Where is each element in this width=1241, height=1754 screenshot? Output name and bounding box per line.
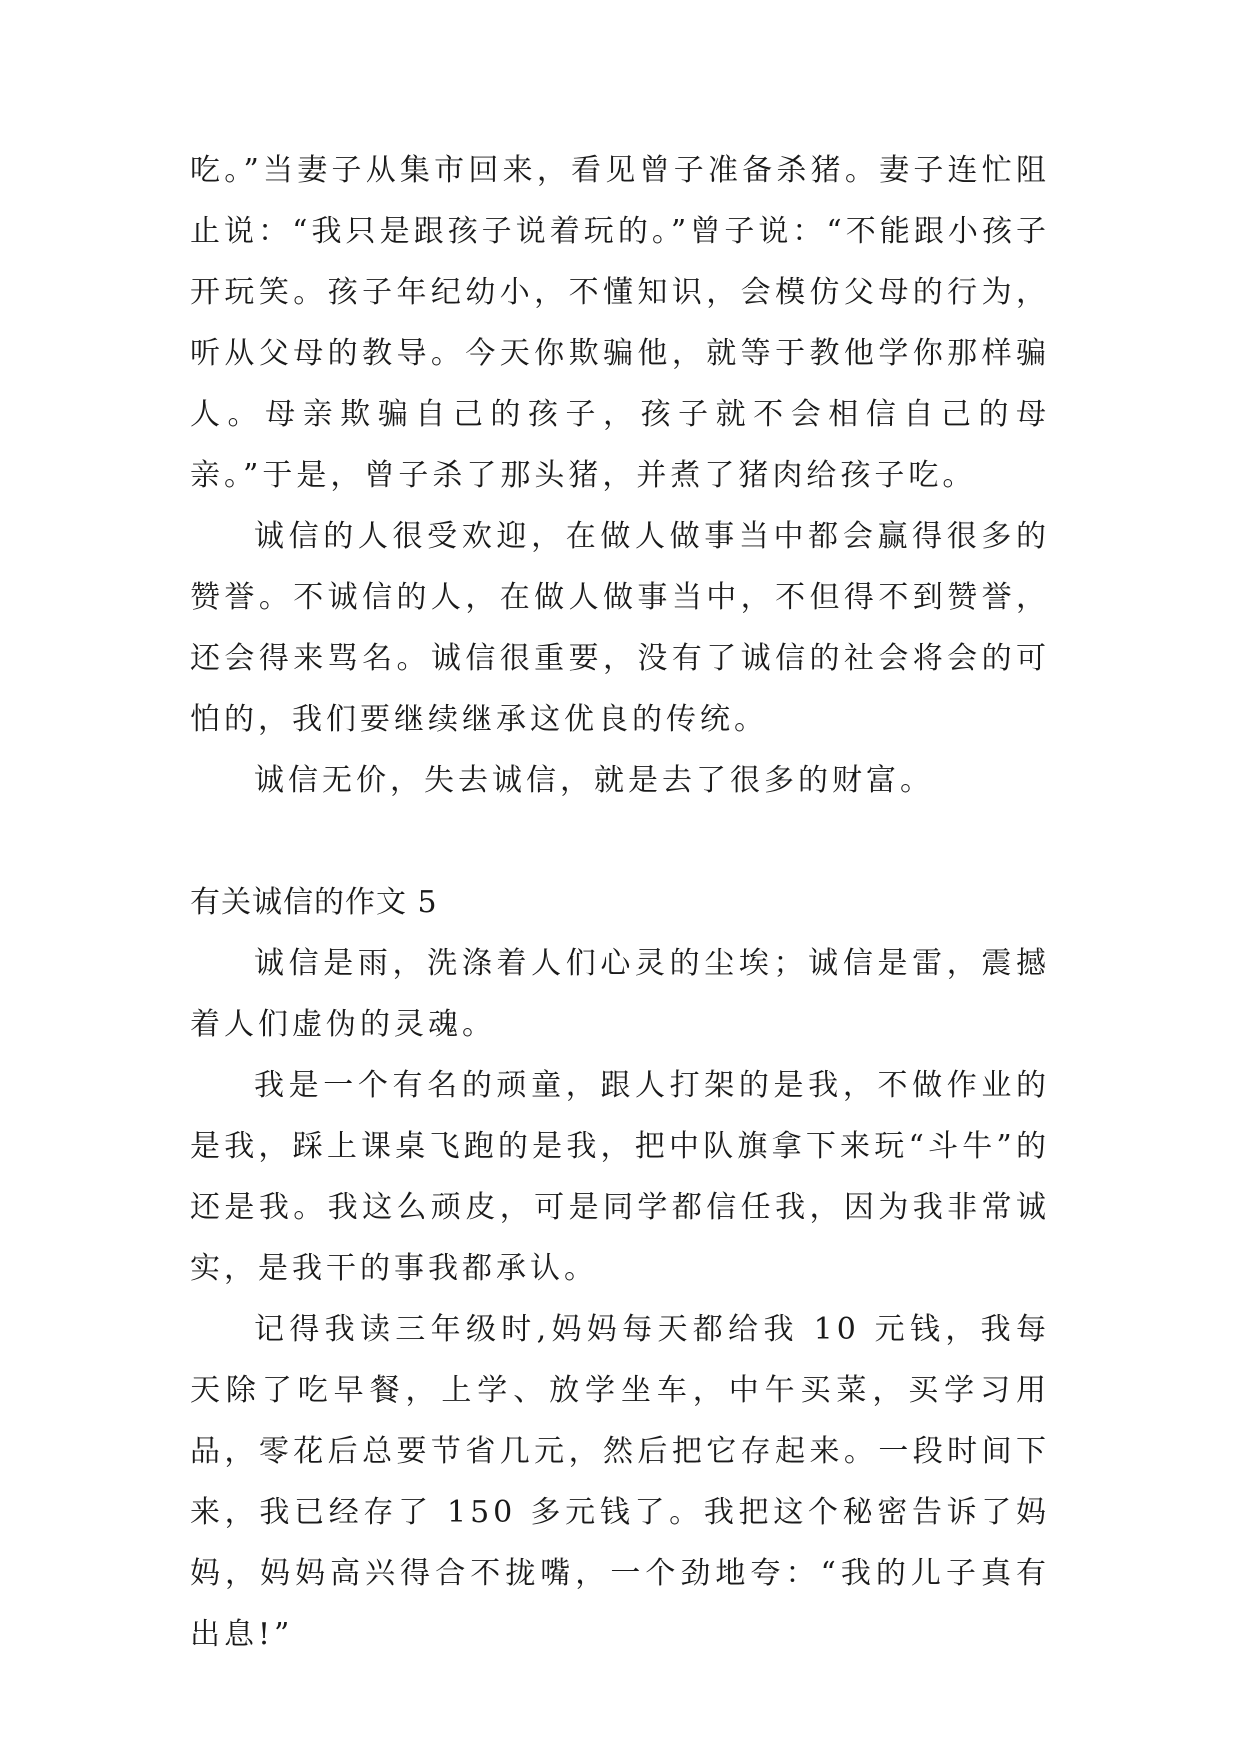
paragraph-integrity-rain: 诚信是雨，洗涤着人们心灵的尘埃；诚信是雷，震撼着人们虚伪的灵魂。 — [190, 946, 1050, 1042]
paragraph-continuation: 吃。”当妻子从集市回来，看见曾子准备杀猪。妻子连忙阻止说：“我只是跟孩子说着玩的。”曾子说：“不能跟小孩子开玩笑。孩子年纪幼小，不懂知识，会模仿父母的行为，听从父母的教导。今天你欺骗他，就等于教他学你那样骗人。母亲欺骗自己的孩子，孩子就不会相信自己的母亲。”于是，曾子杀了那头猪，并煮了猪肉给孩子吃。 — [190, 153, 1050, 493]
paragraph-integrity-priceless: 诚信无价，失去诚信，就是去了很多的财富。 — [254, 763, 934, 798]
paragraph-integrity-praise: 诚信的人很受欢迎，在做人做事当中都会赢得很多的赞誉。不诚信的人，在做人做事当中，不但得不到赞誉，还会得来骂名。诚信很重要，没有了诚信的社会将会的可怕的，我们要继续继承这优良的传统。 — [190, 519, 1050, 737]
section-title: 有关诚信的作文 5 — [190, 885, 438, 920]
paragraph-savings: 记得我读三年级时,妈妈每天都给我 10 元钱，我每天除了吃早餐，上学、放学坐车，中午买菜，买学习用品，零花后总要节省几元，然后把它存起来。一段时间下来，我已经存了 150 多元钱了。我把这个秘密告诉了妈妈，妈妈高兴得合不拢嘴，一个劲地夸：“我的儿子真有出息!” — [190, 1312, 1050, 1652]
paragraph-naughty-child: 我是一个有名的顽童，跟人打架的是我，不做作业的是我，踩上课桌飞跑的是我，把中队旗拿下来玩“斗牛”的还是我。我这么顽皮，可是同学都信任我，因为我非常诚实，是我干的事我都承认。 — [190, 1068, 1050, 1286]
